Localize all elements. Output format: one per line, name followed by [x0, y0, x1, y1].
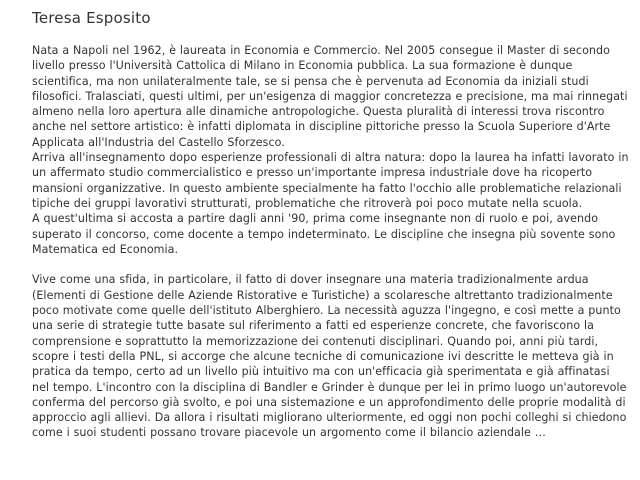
author-name-heading: Teresa Esposito	[32, 9, 151, 27]
bio-paragraph-education: Nata a Napoli nel 1962, è laureata in Economia e Commercio. Nel 2005 consegue il Master di secondo livello presso l'Università Cattolica di Milano in Economia pubblica. La sua formazione è dunque scientifica, ma non unilateralmente tale, se si pensa che è pervenuta ad Economia da iniziali studi filosofici. Tralasciati, questi ultimi, per un'esigenza di maggior concretezza e precisione, ma mai rinnegati almeno nella loro apertura alle dinamiche antropologiche. Questa pluralità di interessi trova riscontro anche nel settore artistico: è infatti diplomata in discipline pittoriche presso la Scuola Superiore d'Arte Applicata all'Industria del Castello Sforzesco.	[32, 44, 628, 149]
bio-paragraph-teaching: A quest'ultima si accosta a partire dagli anni '90, prima come insegnante non di ruolo e poi, avendo superato il concorso, come docente a tempo indeterminato. Le discipline che insegna più sovente sono Matematica ed Economia.	[32, 212, 616, 256]
bio-paragraph-challenge: Vive come una sfida, in particolare, il fatto di dover insegnare una materia tradizionalmente ardua (Elementi di Gestione delle Aziende Ristorative e Turistiche) a scolaresche altrettanto tradizionalmente poco motivate come quelle dell'istituto Alberghiero. La necessità aguzza l'ingegno, e così mette a punto una serie di strategie tutte basate sul riferimento a fatti ed esperienze concrete, che favoriscono la comprensione e soprattutto la memorizzazione dei contenuti disciplinari. Quando poi, anni più tardi, scopre i testi della PNL, si accorge che alcune tecniche di comunicazione ivi descritte le metteva già in pratica da tempo, certo ad un livello più intuitivo ma con un'efficacia già sperimentata e già affinatasi nel tempo. L'incontro con la disciplina di Bandler e Grinder è dunque per lei in primo luogo un'autorevole conferma del percorso già svolto, e poi una sistemazione e un approfondimento delle proprie modalità di approccio agli allievi. Da allora i risultati migliorano ulteriormente, ed oggi non pochi colleghi si chiedono come i suoi studenti possano trovare piacevole un argomento come il bilancio aziendale …	[32, 273, 627, 440]
bio-text	[32, 43, 632, 441]
bio-paragraph-career: Arriva all'insegnamento dopo esperienze professionali di altra natura: dopo la laurea ha infatti lavorato in un affermato studio commercialistico e presso un'importante impresa industriale dove ha ricoperto mansioni organizzative. In questo ambiente specialmente ha fatto l'occhio alle problematiche relazionali tipiche dei gruppi lavorativi strutturati, problematiche che ritroverà poi poco mutate nella scuola.	[32, 151, 629, 210]
